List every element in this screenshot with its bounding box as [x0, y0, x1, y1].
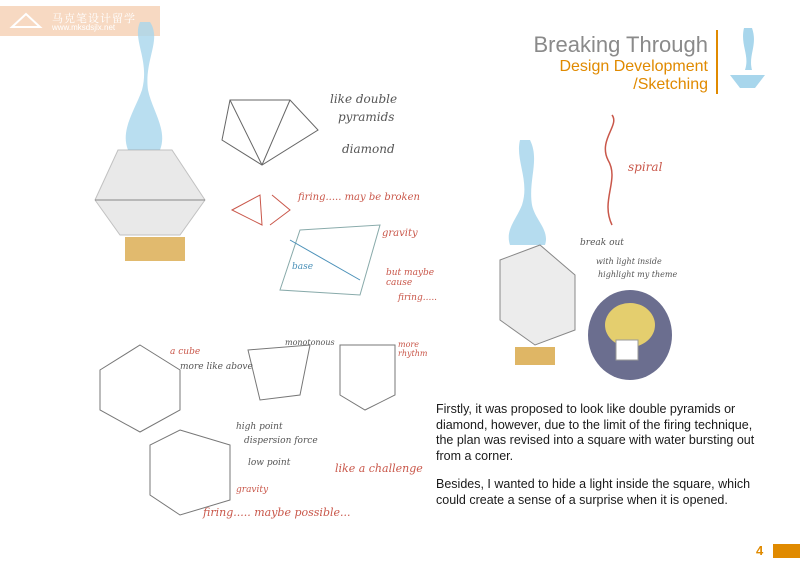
- note-more-like-above: more like above: [180, 362, 253, 372]
- cube-water-sculpture-sketch: [500, 140, 575, 365]
- page-subtitle-line2: /Sketching: [633, 76, 708, 93]
- note-pyramids: pyramids: [338, 110, 395, 124]
- note-highlight: highlight my theme: [598, 270, 678, 279]
- page-number-tab: [773, 544, 800, 558]
- diamond-sculpture-sketch: [95, 22, 205, 261]
- page-header: [534, 32, 709, 94]
- note-light-inside: with light inside: [596, 257, 662, 266]
- note-like-double: like double: [330, 92, 398, 106]
- page-title: Breaking Through: [533, 32, 708, 57]
- note-monotonous: monotonous: [285, 338, 335, 347]
- note-high-point: high point: [236, 422, 283, 432]
- note-but-maybe-cause: but maybe cause: [386, 268, 435, 288]
- title-divider: [716, 30, 718, 94]
- note-base: base: [292, 262, 314, 272]
- watermark-text: 马克笔设计留学: [52, 12, 136, 25]
- paragraph-2: Besides, I wanted to hide a light inside the square, which could create a sense of a surprise when it is opened.: [436, 477, 751, 507]
- note-dispersion-force: dispersion force: [244, 436, 318, 446]
- note-more-rhythm: more rhythm: [398, 340, 428, 358]
- spiral-arrow: [605, 115, 613, 225]
- paragraph-1: Firstly, it was proposed to look like double pyramids or diamond, however, due to the limit of the firing technique, the plan was revised into a square with water bursting out from a corner.: [436, 402, 755, 463]
- note-diamond: diamond: [342, 142, 395, 156]
- firing-diagram: [232, 195, 380, 295]
- note-spiral: spiral: [628, 160, 663, 174]
- note-break-out: break out: [580, 238, 624, 248]
- note-firing: firing.....: [398, 293, 438, 303]
- page-number: 4: [756, 543, 764, 558]
- note-gravity-2: gravity: [236, 485, 269, 495]
- header-sculpture-icon: [730, 28, 765, 88]
- note-firing-maybe-broken: firing..... may be broken: [298, 192, 420, 203]
- pyramid-sketch: [222, 100, 318, 165]
- note-low-point: low point: [248, 458, 291, 468]
- note-firing-maybe-possible: firing..... maybe possible...: [203, 506, 351, 519]
- note-like-a-challenge: like a challenge: [335, 462, 423, 475]
- body-text: [436, 402, 756, 521]
- watermark-url: www.mksdsjlx.net: [52, 23, 116, 32]
- note-gravity: gravity: [382, 228, 418, 239]
- page-subtitle-line1: Design Development: [559, 58, 708, 75]
- light-sketch: [588, 290, 672, 380]
- note-a-cube: a cube: [170, 347, 201, 357]
